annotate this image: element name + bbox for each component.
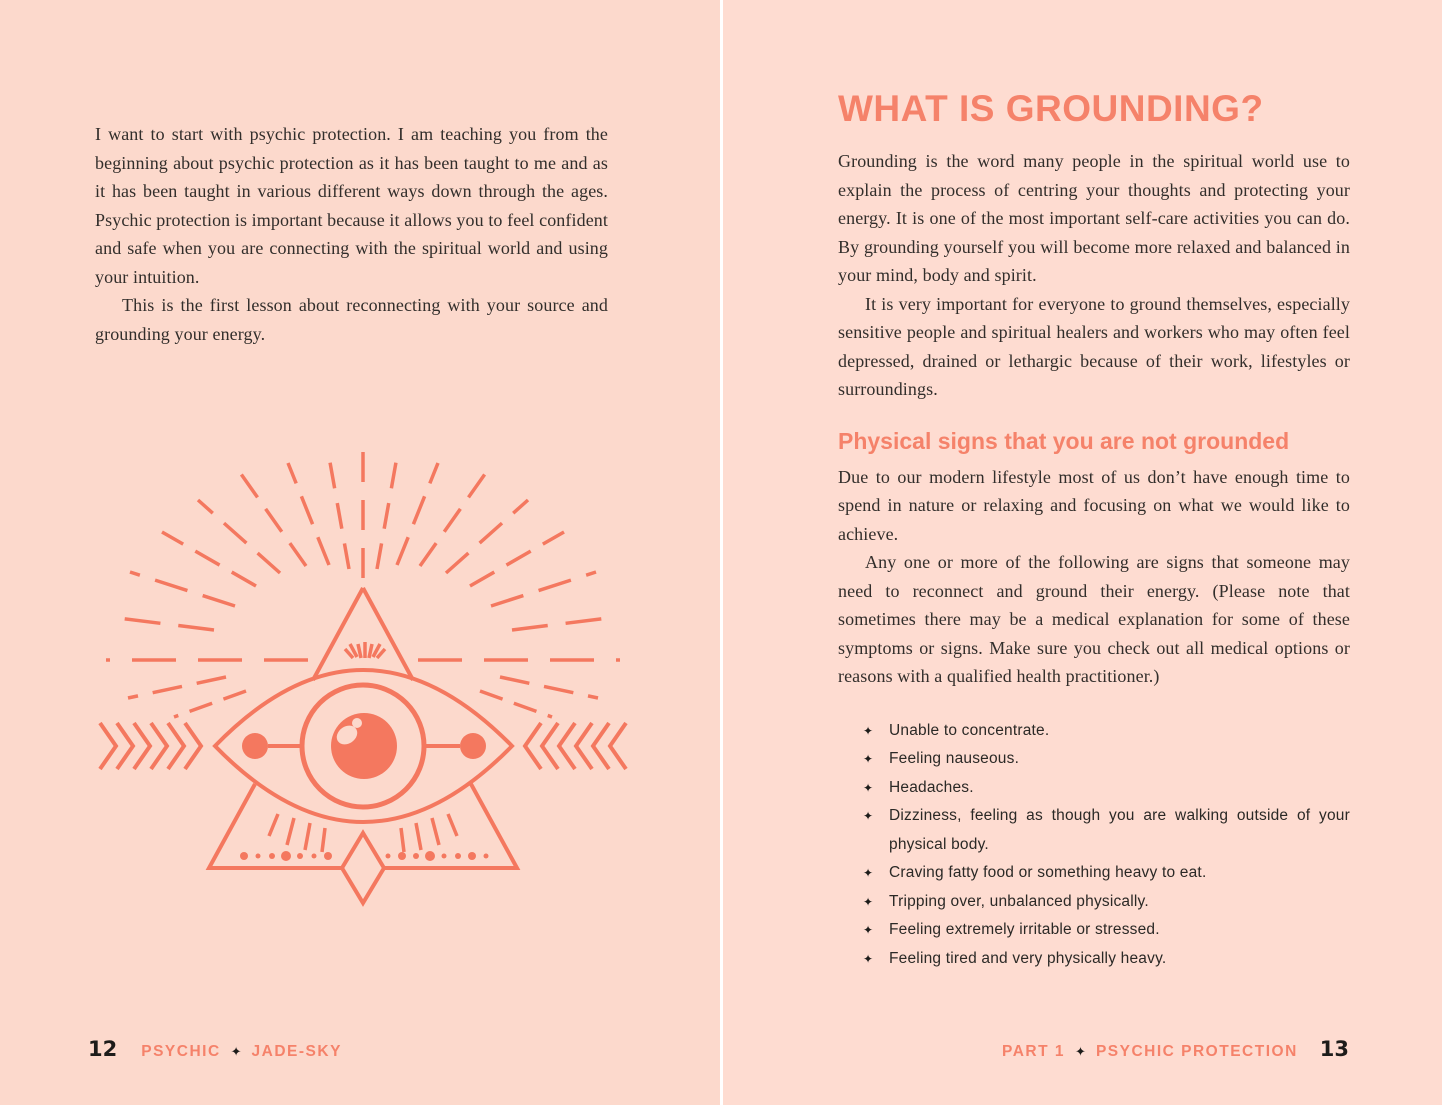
star-bullet-icon: ✦ <box>863 809 874 823</box>
grounding-paragraphs <box>838 147 1350 404</box>
left-body-text <box>95 120 608 348</box>
list-item <box>838 859 1350 888</box>
signs-paragraphs <box>838 463 1350 691</box>
paragraph: This is the first lesson about reconnecting with your source and grounding your energy. <box>95 295 608 344</box>
star-bullet-icon: ✦ <box>863 866 874 880</box>
list-item <box>838 717 1350 746</box>
star-separator-icon: ✦ <box>1075 1045 1086 1060</box>
list-item-text: Unable to concentrate. <box>889 721 1050 739</box>
star-bullet-icon: ✦ <box>863 923 874 937</box>
list-item <box>838 774 1350 803</box>
paragraph: It is very important for everyone to ground themselves, especially sensitive people and spiritual healers and workers who may often feel depressed, drained or lethargic because of their work, lifestyles or surroundings. <box>838 293 1350 399</box>
star-bullet-icon: ✦ <box>863 723 874 738</box>
page-number: 13 <box>1319 1037 1349 1061</box>
list-item-text: Feeling tired and very physically heavy. <box>889 949 1167 967</box>
star-bullet-icon: ✦ <box>863 894 874 909</box>
list-item-text: Dizziness, feeling as though you are walking outside of your physical body. <box>889 807 1350 853</box>
page-right <box>723 0 1442 1105</box>
star-bullet-icon: ✦ <box>863 752 874 766</box>
list-item-text: Feeling nauseous. <box>889 750 1020 767</box>
paragraph: Due to our modern lifestyle most of us don’t have enough time to spend in nature or relaxing and focusing on what we would like to achieve. <box>838 466 1350 544</box>
list-item <box>838 802 1350 859</box>
section-heading: WHAT IS GROUNDING? <box>838 88 1264 129</box>
page-footer-right <box>1002 1037 1349 1061</box>
list-item <box>838 945 1350 974</box>
running-section: PSYCHIC PROTECTION <box>1095 1043 1298 1060</box>
right-body-content <box>838 88 1350 973</box>
all-seeing-eye-illustration <box>88 433 638 928</box>
paragraph: Grounding is the word many people in the spiritual world use to explain the process of centring your thoughts and protecting your energy. It is one of the most important self-care activities you can do. By grounding yourself you will become more relaxed and balanced in your mind, body and spirit. <box>838 151 1350 285</box>
running-part: PART 1 <box>1002 1043 1066 1060</box>
star-bullet-icon: ✦ <box>863 780 874 795</box>
list-item-text: Feeling extremely irritable or stressed. <box>889 921 1160 938</box>
subsection-heading: Physical signs that you are not grounded <box>838 427 1290 454</box>
list-item <box>838 916 1350 945</box>
paragraph: I want to start with psychic protection. I am teaching you from the beginning about psychic protection as it has been taught to me and as it has been taught in various different ways down through the ages. Psychic protection is important because it allows you to feel confident and safe when you are connecting with the spiritual world and using your intuition. <box>95 124 608 287</box>
star-bullet-icon: ✦ <box>863 951 874 966</box>
page-footer-left <box>88 1037 342 1061</box>
running-author: JADE-SKY <box>251 1043 342 1060</box>
list-item-text: Tripping over, unbalanced physically. <box>889 892 1149 910</box>
list-item <box>838 888 1350 917</box>
list-item <box>838 745 1350 774</box>
list-item-text: Headaches. <box>889 778 974 796</box>
running-title: PSYCHIC <box>141 1043 221 1060</box>
signs-list <box>838 717 1350 974</box>
list-item-text: Craving fatty food or something heavy to eat. <box>889 864 1207 881</box>
star-separator-icon: ✦ <box>230 1045 242 1060</box>
paragraph: Any one or more of the following are signs that someone may need to reconnect and ground their energy. (Please note that sometimes there may be a medical explanation for some of these symptoms or signs. Make sure you check out all medical options or reasons with a qualified health practitioner.) <box>838 552 1350 686</box>
page-number: 12 <box>88 1037 118 1061</box>
